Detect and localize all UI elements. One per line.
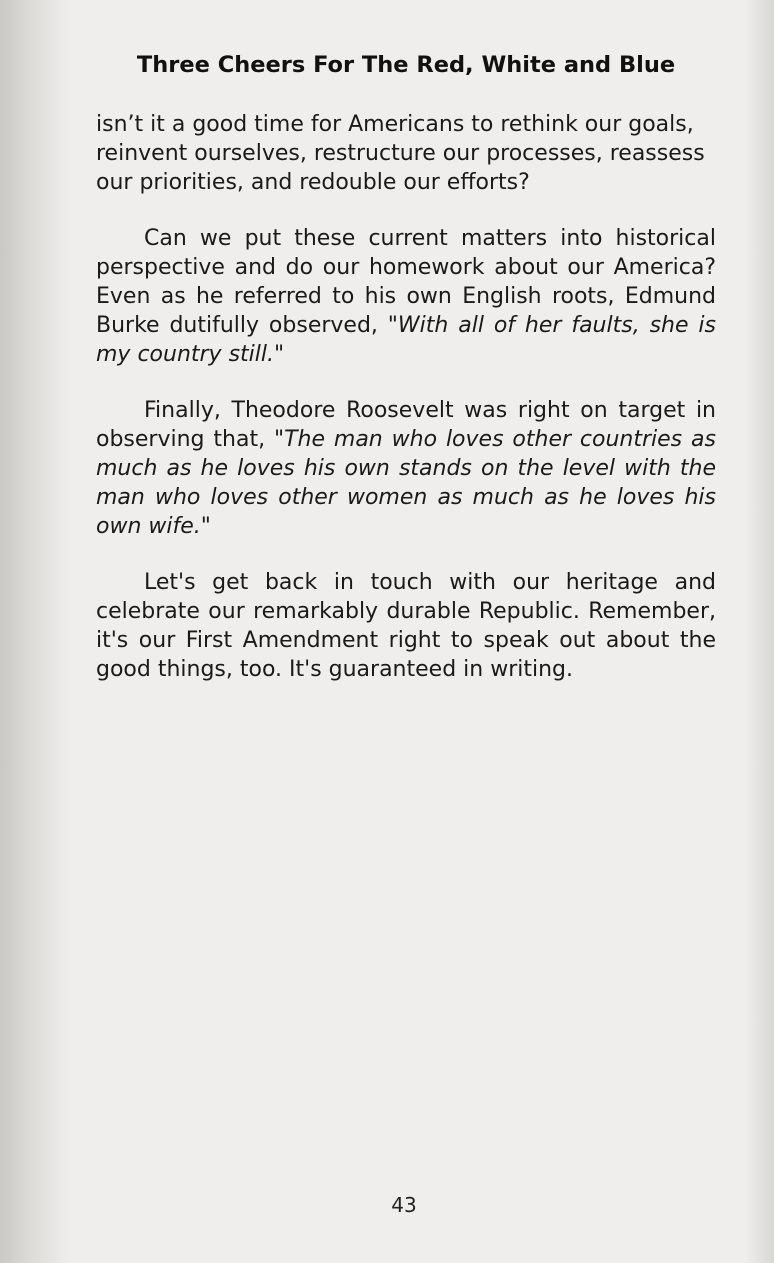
body-text — [96, 111, 716, 713]
paragraph-1: isn’t it a good time for Americans to rethink our goals, reinvent ourselves, restructure our processes, reassess our priorities, and redouble our efforts? — [96, 112, 705, 195]
paragraph-3-text: Finally, Theodore Roosevelt was right on target in observing that, — [96, 398, 716, 453]
page-title: Three Cheers For The Red, White and Blue — [136, 52, 676, 78]
page-gutter-shadow — [0, 0, 70, 1263]
paragraph-2-text: Can we put these current matters into historical perspective and do our homework about our America? Even as he referred to his own English roots, Edmund Burke dutifully observed, — [96, 226, 716, 338]
page-edge-shadow — [744, 0, 774, 1263]
roosevelt-quote: "The man who loves other countries as much as he loves his own stands on the level with the man who loves other women as much as he loves his own wife." — [96, 427, 716, 539]
page-number: 43 — [391, 1193, 417, 1217]
paragraph-2 — [96, 225, 716, 369]
paragraph-3 — [96, 397, 716, 541]
paragraph-4: Let's get back in touch with our heritage and celebrate our remarkably durable Republic. Remember, it's our First Amendment right to speak out about the good things, too. It's guaranteed in writing. — [96, 570, 716, 682]
burke-quote: "With all of her faults, she is my country still." — [96, 312, 716, 367]
